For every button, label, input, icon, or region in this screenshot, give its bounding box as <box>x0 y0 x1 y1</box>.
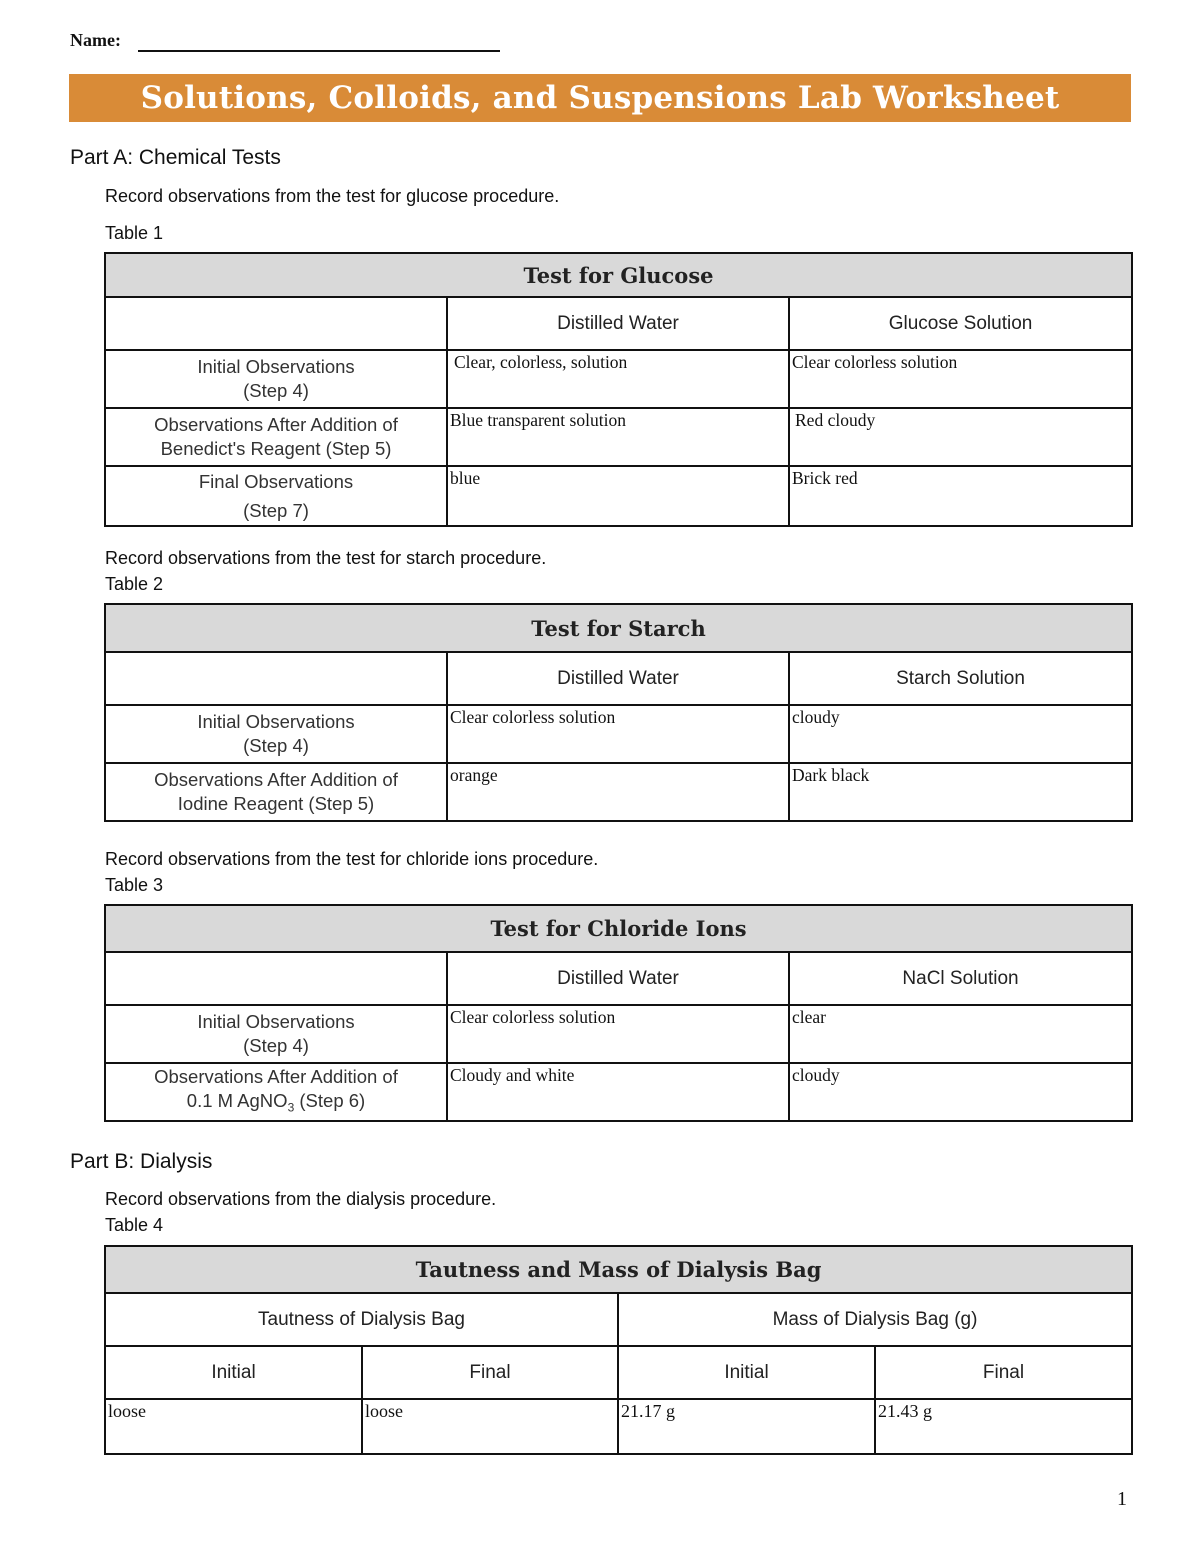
answer-cell[interactable]: cloudy <box>789 705 1132 763</box>
chloride-table <box>104 904 1133 1122</box>
dialysis-table <box>104 1245 1133 1455</box>
row-header-line: Observations After Addition of <box>154 1065 398 1087</box>
row-header-line: Initial Observations <box>197 1011 355 1032</box>
row-header-line: (Step 4) <box>243 380 309 401</box>
row-header-line: Iodine Reagent (Step 5) <box>177 793 375 814</box>
table2-instruction: Record observations from the test for starch procedure. <box>105 548 547 568</box>
table1-instruction: Record observations from the test for glucose procedure. <box>105 186 560 206</box>
empty-header-cell <box>105 952 447 1005</box>
part-b-heading: Part B: Dialysis <box>70 1150 213 1173</box>
name-field-line[interactable] <box>138 50 500 52</box>
table2-label: Table 2 <box>105 574 164 594</box>
answer-cell[interactable]: Clear colorless solution <box>447 705 789 763</box>
answer-cell[interactable]: loose <box>105 1399 362 1454</box>
row-header <box>105 1063 447 1121</box>
row-header <box>105 466 447 526</box>
table1-label: Table 1 <box>105 223 164 243</box>
row-header-line: Initial Observations <box>197 356 355 377</box>
glucose-table <box>104 252 1133 527</box>
table4-label: Table 4 <box>105 1215 164 1235</box>
answer-cell[interactable]: Blue transparent solution <box>447 408 789 466</box>
row-header <box>105 705 447 763</box>
subheader-initial: Initial <box>618 1346 875 1399</box>
answer-cell[interactable]: Clear colorless solution <box>447 1005 789 1063</box>
row-header <box>105 763 447 821</box>
name-label: Name: <box>70 30 121 50</box>
answer-cell[interactable]: Red cloudy <box>789 408 1132 466</box>
answer-cell[interactable]: Clear, colorless, solution <box>447 350 789 408</box>
answer-cell[interactable]: loose <box>362 1399 618 1454</box>
column-header: Distilled Water <box>447 652 789 705</box>
answer-cell[interactable]: 21.43 g <box>875 1399 1132 1454</box>
row-header-line: (Step 4) <box>243 1035 309 1056</box>
row-header <box>105 408 447 466</box>
row-header-line: 0.1 M AgNO <box>186 1089 288 1111</box>
table-row <box>105 350 1132 408</box>
row-header-line: (Step 7) <box>243 500 309 521</box>
table-caption: Test for Starch <box>105 604 1132 652</box>
column-header: NaCl Solution <box>789 952 1132 1005</box>
subheader-final: Final <box>362 1346 618 1399</box>
answer-cell[interactable]: Clear colorless solution <box>789 350 1132 408</box>
table4-instruction: Record observations from the dialysis procedure. <box>105 1189 497 1209</box>
row-header-line: Benedict's Reagent (Step 5) <box>160 438 392 459</box>
answer-cell[interactable]: orange <box>447 763 789 821</box>
group-header: Tautness of Dialysis Bag <box>105 1293 618 1346</box>
page-number: 1 <box>1117 1488 1127 1510</box>
starch-table <box>104 603 1133 822</box>
table3-label: Table 3 <box>105 875 164 895</box>
table-row <box>105 763 1132 821</box>
column-header: Distilled Water <box>447 952 789 1005</box>
subheader-initial: Initial <box>105 1346 362 1399</box>
row-header-line: Final Observations <box>198 471 354 492</box>
row-header-line: Initial Observations <box>197 711 355 732</box>
answer-cell[interactable]: blue <box>447 466 789 526</box>
column-header: Starch Solution <box>789 652 1132 705</box>
page-title: Solutions, Colloids, and Suspensions Lab Worksheet <box>140 80 1060 116</box>
answer-cell[interactable]: Cloudy and white <box>447 1063 789 1121</box>
column-header: Glucose Solution <box>789 297 1132 350</box>
answer-cell[interactable]: clear <box>789 1005 1132 1063</box>
empty-header-cell <box>105 297 447 350</box>
row-header-line: Observations After Addition of <box>154 414 398 435</box>
empty-header-cell <box>105 652 447 705</box>
row-header-line: (Step 4) <box>243 735 309 756</box>
table-row <box>105 1399 1132 1454</box>
table-row <box>105 1063 1132 1121</box>
table-row <box>105 1005 1132 1063</box>
title-banner <box>69 74 1131 122</box>
subscript: 3 <box>287 1100 295 1115</box>
answer-cell[interactable]: Brick red <box>789 466 1132 526</box>
group-header: Mass of Dialysis Bag (g) <box>618 1293 1132 1346</box>
answer-cell[interactable]: cloudy <box>789 1063 1132 1121</box>
table-caption: Test for Chloride Ions <box>105 905 1132 952</box>
table3-instruction: Record observations from the test for chloride ions procedure. <box>105 849 599 869</box>
table-caption: Tautness and Mass of Dialysis Bag <box>105 1246 1132 1293</box>
answer-cell[interactable]: Dark black <box>789 763 1132 821</box>
table-caption: Test for Glucose <box>105 253 1132 297</box>
row-header <box>105 1005 447 1063</box>
answer-cell[interactable]: 21.17 g <box>618 1399 875 1454</box>
row-header <box>105 350 447 408</box>
column-header: Distilled Water <box>447 297 789 350</box>
subheader-final: Final <box>875 1346 1132 1399</box>
table-row <box>105 705 1132 763</box>
table-row <box>105 408 1132 466</box>
row-header-line: Observations After Addition of <box>154 769 398 790</box>
row-header-line: (Step 6) <box>294 1089 366 1111</box>
table-row <box>105 466 1132 526</box>
part-a-heading: Part A: Chemical Tests <box>70 146 281 169</box>
